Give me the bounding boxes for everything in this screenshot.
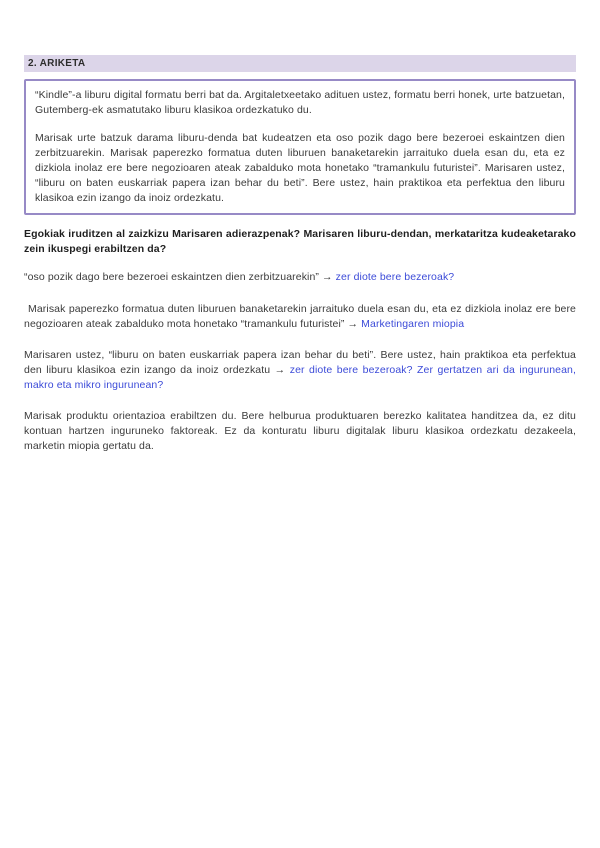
right-arrow-icon: →	[270, 364, 290, 376]
right-arrow-icon: →	[319, 271, 336, 283]
conclusion-paragraph: Marisak produktu orientazioa erabiltzen du. Bere helburua produktuaren berezko kalitatea handitzea da, ez ditu kontuan hartzen inguruneko faktoreak. Ez da konturatu liburu digitalak liburu klasikoa ordezkatu dezakeela, marketin miopia gertatu da.	[24, 410, 576, 452]
exercise-question: Egokiak iruditzen al zaizkizu Marisaren adierazpenak? Marisaren liburu-dendan, merkataritza kudeaketarako zein ikuspegi erabiltzen da?	[24, 228, 576, 255]
answer-paragraph-1	[24, 270, 576, 285]
quote-box	[24, 79, 576, 215]
answer-1-text: “oso pozik dago bere bezeroei eskaintzen dien zerbitzuarekin”	[24, 271, 320, 283]
answer-3-highlight: zer diote bere bezeroak? Zer gertatzen ari da ingurunean, makro eta mikro ingurunean?	[24, 364, 576, 391]
answer-2-highlight: Marketingaren miopia	[361, 318, 465, 330]
answer-1-highlight: zer diote bere bezeroak?	[335, 271, 455, 283]
section-header: 2. ARIKETA	[24, 55, 576, 72]
quote-paragraph-1: “Kindle”-a liburu digital formatu berri bat da. Argitaletxeetako adituen ustez, formatu berri honek, urte batzuetan, Gutemberg-ek asmatutako liburu klasikoa ordezkatuko du.	[35, 89, 565, 116]
quote-paragraph-2: Marisak urte batzuk darama liburu-denda bat kudeatzen eta oso pozik dago bere bezeroei eskaintzen dien zerbitzuarekin. Marisak paperezko formatua duten liburuen banaketarekin jarraituko duela esan du, eta ez dizkiola inolaz ere bere negozioaren ateak zabalduko mota honetako “tramankulu futuristei”. Marisaren ustez, “liburu on baten euskarriak papera izan behar du beti”. Bere ustez, hain praktikoa eta perfektua den liburu klasikoa ezin izango da inoiz ordezkatu.	[35, 132, 565, 204]
right-arrow-icon: →	[344, 318, 362, 330]
answer-3-text: Marisaren ustez, “liburu on baten euskarriak papera izan behar du beti”. Bere ustez, hain praktikoa eta perfektua den liburu klasikoa ezin izango da inoiz ordezkatu	[24, 349, 576, 376]
answer-2-text: Marisak paperezko formatua duten liburuen banaketarekin jarraituko duela esan du, eta ez dizkiola inolaz ere bere negozioaren ateak zabalduko mota honetako “tramankulu futuristei”	[24, 303, 576, 330]
answer-paragraph-2	[24, 302, 576, 332]
answer-paragraph-3	[24, 348, 576, 393]
